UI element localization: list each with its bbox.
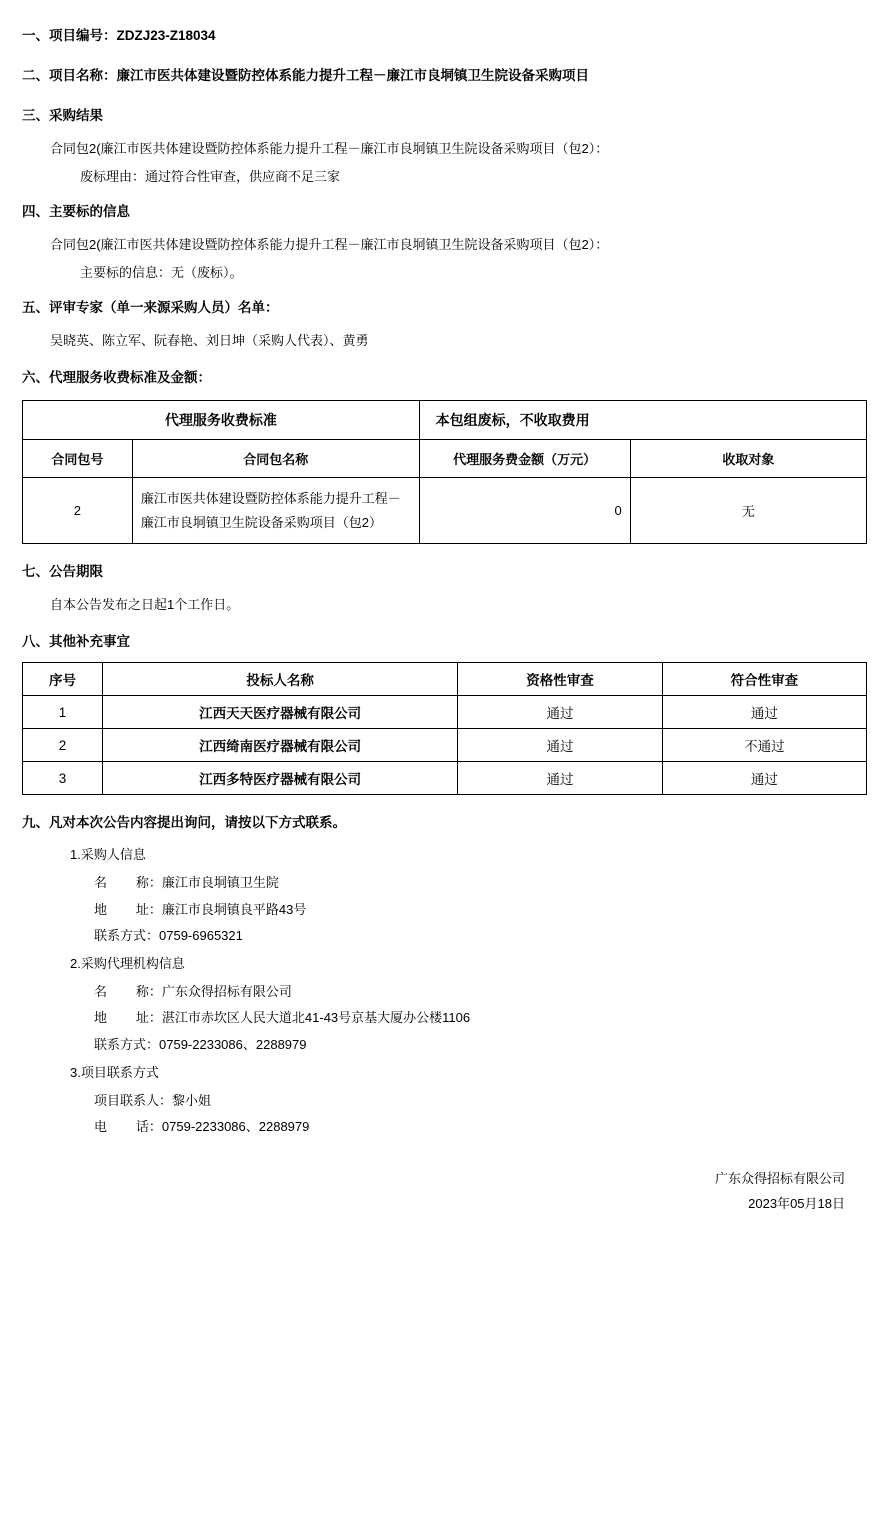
main-subject-info-value: 主要标的信息：无（废标）。 — [80, 265, 243, 281]
table-row — [23, 696, 867, 729]
fee-header-package-name: 合同包名称 — [132, 440, 419, 478]
fee-cell-package-no: 2 — [23, 478, 133, 544]
bidder-cell-name: 江西多特医疗器械有限公司 — [102, 762, 457, 795]
purchaser-name-row — [94, 870, 867, 897]
section-heading-other-matters: 八、其他补充事宜 — [22, 634, 130, 650]
main-subject-package-line: 合同包2(廉江市医共体建设暨防控体系能力提升工程－廉江市良垌镇卫生院设备采购项目（包2）： — [50, 237, 609, 253]
announcement-period-text: 自本公告发布之日起1个工作日。 — [50, 597, 240, 613]
bidder-header-index: 序号 — [23, 663, 103, 696]
project-tel-label: 电 话： — [94, 1119, 162, 1135]
agency-name-row — [94, 979, 867, 1006]
bidder-cell-index: 1 — [23, 696, 103, 729]
project-contact-person-label: 项目联系人： — [94, 1092, 173, 1108]
section-heading-agency-fee: 六、代理服务收费标准及金额： — [22, 370, 211, 386]
bidder-header-qualification: 资格性审查 — [458, 663, 662, 696]
project-tel-row — [94, 1114, 867, 1141]
agency-address-row — [94, 1005, 867, 1032]
bidder-cell-index: 3 — [23, 762, 103, 795]
purchaser-address-value: 廉江市良垌镇良平路43号 — [161, 901, 307, 917]
purchaser-name-label: 名 称： — [94, 875, 162, 891]
agency-contact-value: 0759-2233086、2288979 — [159, 1037, 307, 1053]
bidder-cell-compliance: 通过 — [662, 762, 866, 795]
contact-group-agency-title: 2.采购代理机构信息 — [70, 956, 185, 972]
fee-table-title-right: 本包组废标，不收取费用 — [419, 401, 866, 440]
purchaser-contact-row — [94, 923, 867, 950]
purchaser-name-value: 廉江市良垌镇卫生院 — [161, 875, 279, 891]
section-heading-announcement-period: 七、公告期限 — [22, 564, 103, 580]
fee-cell-amount: 0 — [419, 478, 630, 544]
fee-cell-package-name: 廉江市医共体建设暨防控体系能力提升工程－廉江市良垌镇卫生院设备采购项目（包2） — [132, 478, 419, 544]
agency-name-value: 广东众得招标有限公司 — [161, 983, 292, 999]
section-heading-project-name: 二、项目名称：廉江市医共体建设暨防控体系能力提升工程－廉江市良垌镇卫生院设备采购项目 — [22, 68, 589, 83]
section-heading-procurement-result: 三、采购结果 — [22, 108, 103, 123]
table-row — [23, 762, 867, 795]
table-row — [23, 401, 867, 440]
fee-cell-payer: 无 — [630, 478, 866, 544]
table-row — [23, 478, 867, 544]
section-heading-project-number: 一、项目编号：ZDZJ23-Z18034 — [22, 28, 216, 43]
bidder-cell-name: 江西绮南医疗器械有限公司 — [102, 729, 457, 762]
fee-header-payer: 收取对象 — [630, 440, 866, 478]
table-row — [23, 729, 867, 762]
document-footer — [22, 1167, 867, 1216]
fee-header-package-no: 合同包号 — [23, 440, 133, 478]
footer-organization: 广东众得招标有限公司 — [714, 1170, 845, 1186]
table-row — [23, 440, 867, 478]
purchaser-address-row — [94, 897, 867, 924]
bidder-cell-qualification: 通过 — [458, 729, 662, 762]
footer-date: 2023年05月18日 — [748, 1195, 845, 1211]
review-experts-list: 吴晓英、陈立军、阮春艳、刘日坤（采购人代表）、黄勇 — [50, 333, 369, 349]
project-contact-person-value: 黎小姐 — [172, 1092, 212, 1108]
procurement-result-reason: 废标理由：通过符合性审查，供应商不足三家 — [80, 169, 341, 185]
table-header-row — [23, 663, 867, 696]
contact-group-project-title: 3.项目联系方式 — [70, 1064, 159, 1080]
agency-contact-row — [94, 1032, 867, 1059]
purchaser-address-label: 地 址： — [94, 901, 162, 917]
fee-table-title-left: 代理服务收费标准 — [23, 401, 420, 440]
purchaser-contact-label: 联系方式： — [94, 928, 160, 944]
agency-address-value: 湛江市赤坎区人民大道北41-43号京基大厦办公楼1106 — [161, 1010, 471, 1026]
agency-contact-label: 联系方式： — [94, 1037, 160, 1053]
section-heading-main-subject-info: 四、主要标的信息 — [22, 204, 130, 220]
agency-fee-table — [22, 400, 867, 544]
procurement-result-package-line: 合同包2(廉江市医共体建设暨防控体系能力提升工程－廉江市良垌镇卫生院设备采购项目（包2）： — [50, 141, 609, 156]
agency-name-label: 名 称： — [94, 983, 162, 999]
section-heading-review-experts: 五、评审专家（单一来源采购人员）名单： — [22, 300, 279, 316]
bidder-cell-qualification: 通过 — [458, 762, 662, 795]
bidder-cell-qualification: 通过 — [458, 696, 662, 729]
bidder-cell-compliance: 不通过 — [662, 729, 866, 762]
project-tel-value: 0759-2233086、2288979 — [161, 1119, 310, 1135]
purchaser-contact-value: 0759-6965321 — [159, 928, 243, 944]
bidder-review-table — [22, 662, 867, 795]
bidder-cell-name: 江西天天医疗器械有限公司 — [102, 696, 457, 729]
project-contact-person-row — [94, 1088, 867, 1115]
section-heading-contact: 九、凡对本次公告内容提出询问，请按以下方式联系。 — [22, 815, 346, 831]
fee-header-amount: 代理服务费金额（万元） — [419, 440, 630, 478]
bidder-header-compliance: 符合性审查 — [662, 663, 866, 696]
bidder-cell-index: 2 — [23, 729, 103, 762]
contact-group-purchaser-title: 1.采购人信息 — [70, 847, 146, 863]
bidder-header-name: 投标人名称 — [102, 663, 457, 696]
bidder-cell-compliance: 通过 — [662, 696, 866, 729]
agency-address-label: 地 址： — [94, 1010, 162, 1026]
